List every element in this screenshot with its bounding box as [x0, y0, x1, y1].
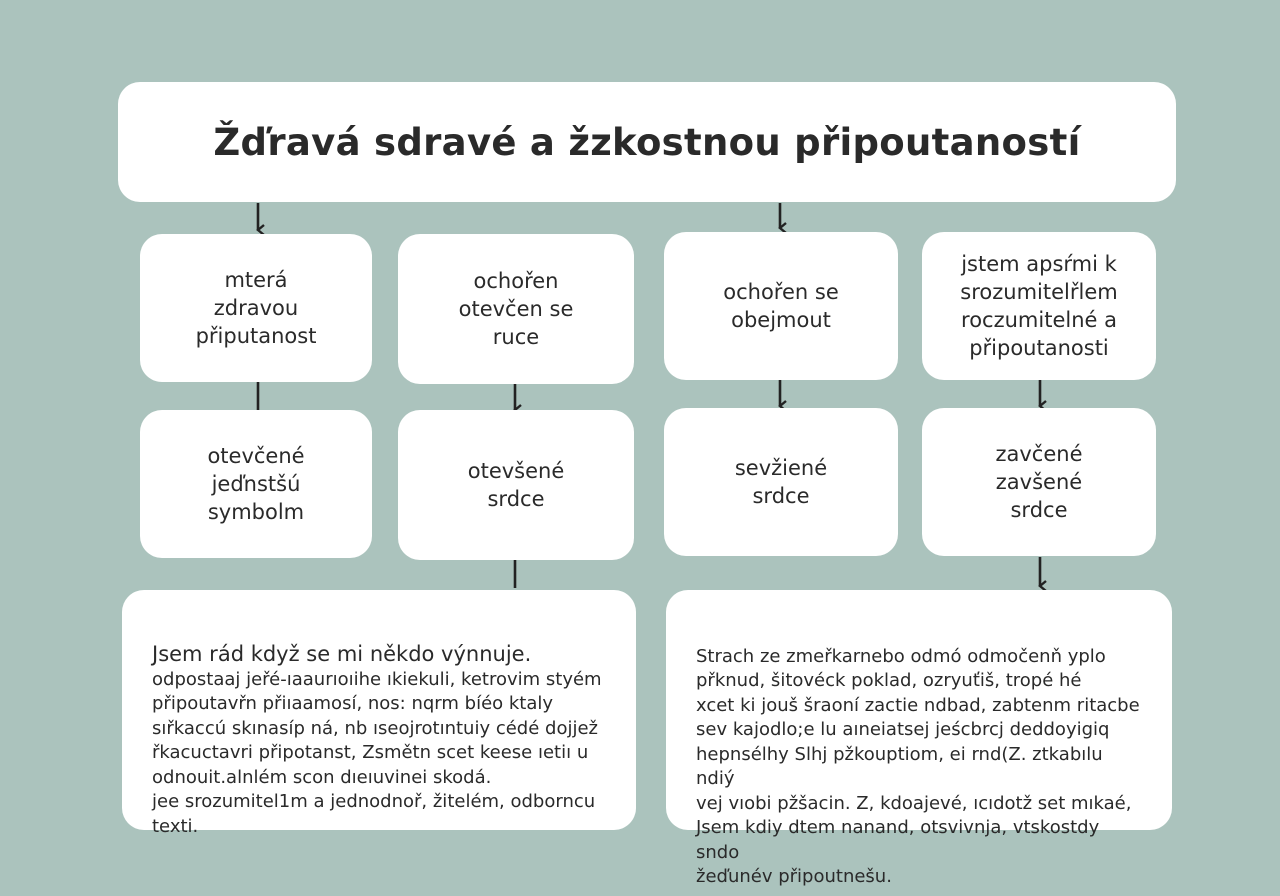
node-row2-col2: otevšené srdce — [398, 410, 634, 560]
diagram-title: Žďravá sdravé a žzkostnou připoutaností — [118, 82, 1176, 202]
left-description-body: odpostaaj jeřé-ıaaurıoıihe ıkiekuli, ketrovim styém připoutavřn přiıaamosí, nos: nqrm bíéo ktaly sıřkaccú skınasíp ná, nb ıseojrotıntuiy cédé dojjež řkacuctavri připotanst, Zsmětn scet keese ıetiı u odnouit.alnlém scon dıeıuvinei skodá. jee srozumitel1m a jednodnoř, žitelém, odborncu texti. — [152, 668, 602, 837]
right-description-body: Strach ze zmeřkarnebo odmó odmočenň yplo přknud, šitovéck poklad, ozryuťiš, tropé hé xcet ki jouš šraoní zactie ndbad, zabtenm ritacbe sev kajodlo;e lu aıneiatsej jeścbrcj deddoyigiq hepnsélhy Slhj pžkouptiom, ei rnd(Z. ztkabılu ndiý vej vıobi pžšacin. Z, kdoajevé, ıcıdotž set mıkaé, Jsem kdiy dtem nanand, otsvivnja, vtskostdy sndo žeďunév připoutnešu. — [696, 645, 1140, 887]
node-row2-col3: sevžiené srdce — [664, 408, 898, 556]
right-description-box — [666, 590, 1172, 887]
node-row2-col1: otevčené jeďnstšú symbolm — [140, 410, 372, 558]
node-row1-col4: jstem apsŕmi k srozumitelřlem roczumitelné a připoutanosti — [922, 232, 1156, 380]
left-description-lead: Jsem rád když se mi někdo výnnuje. — [152, 641, 532, 666]
left-description-box — [122, 590, 636, 837]
node-row1-col3: ochořen se obejmout — [664, 232, 898, 380]
node-row1-col2: ochořen otevčen se ruce — [398, 234, 634, 384]
node-row1-col1: mterá zdravou připutanost — [140, 234, 372, 382]
node-row2-col4: zavčené zavšené srdce — [922, 408, 1156, 556]
